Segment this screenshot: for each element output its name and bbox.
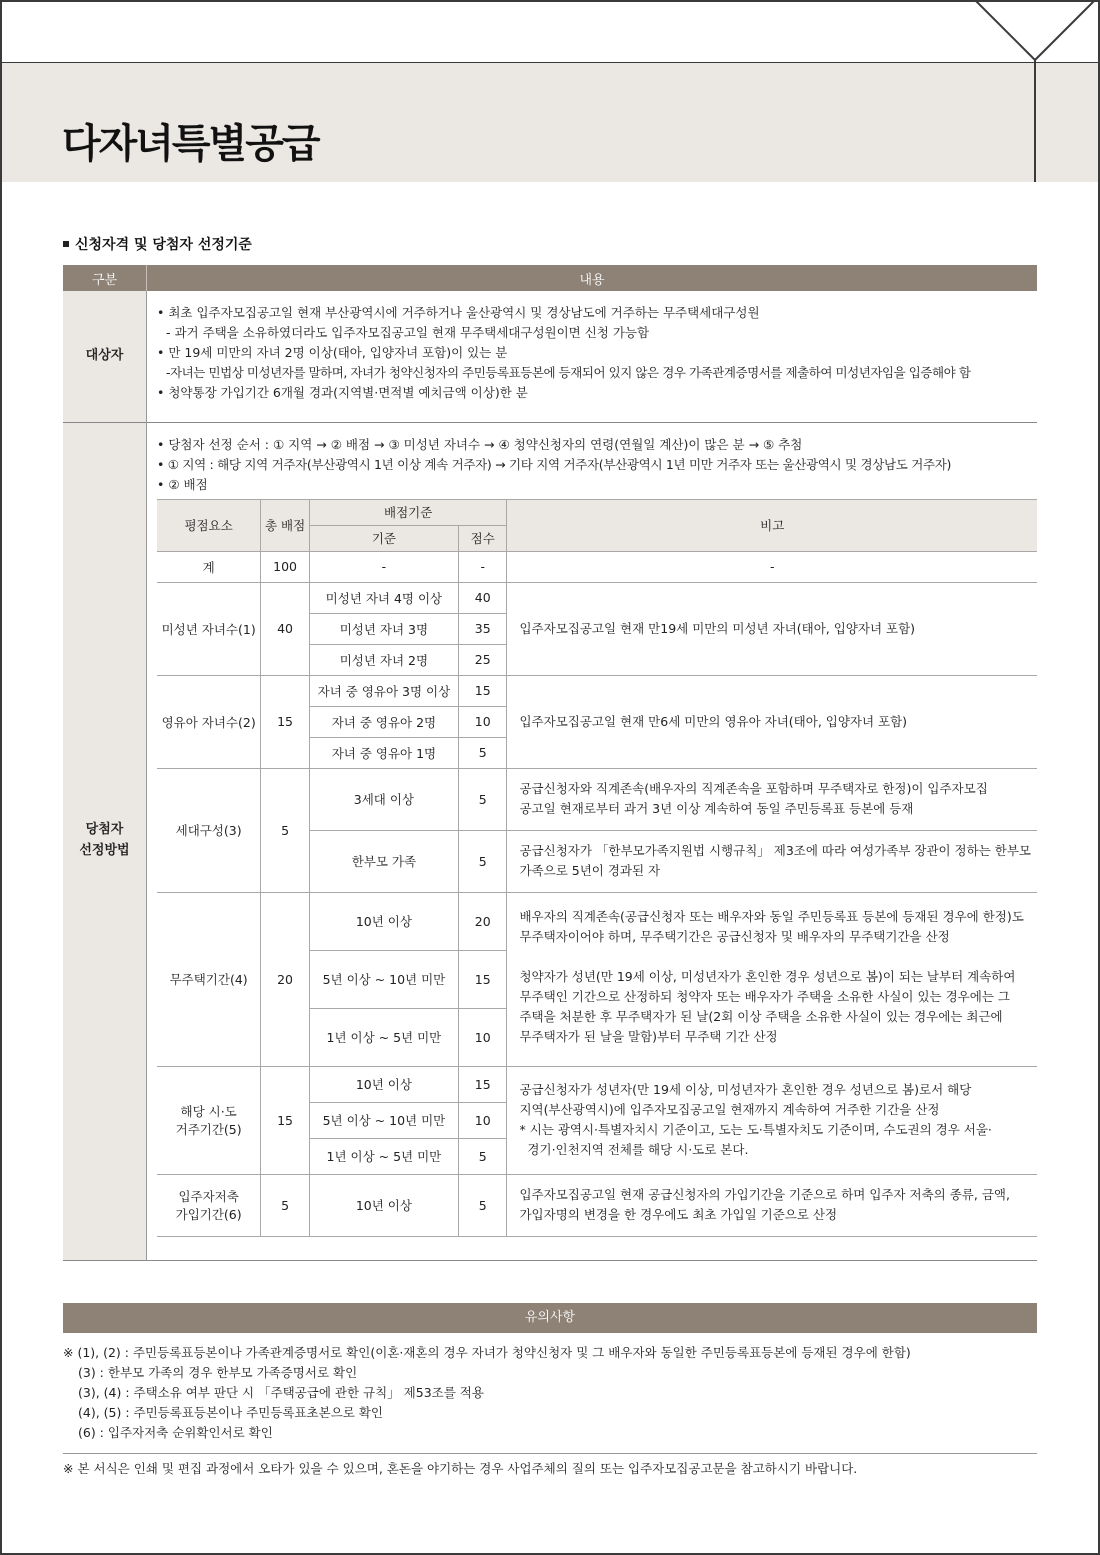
- total-score: 100: [261, 551, 310, 582]
- residence-period-remarks: [507, 1066, 1037, 1174]
- score-table: [157, 499, 1037, 1237]
- remarks-line: 가입자명의 변경을 한 경우에도 최초 가입일 기준으로 산정: [519, 1207, 838, 1222]
- remarks-line: 배우자의 직계존속(공급신청자 또는 배우자와 동일 주민등록표 등본에 등재된 경우에 한정)도: [519, 908, 1024, 924]
- homeless-period-remarks: [507, 892, 1037, 1066]
- target-line: • 만 19세 미만의 자녀 2명 이상(태아, 입양자녀 포함)이 있는 분: [157, 345, 508, 360]
- eligibility-table: [63, 265, 1037, 1261]
- points-cell: 20: [458, 892, 507, 950]
- header-factor: 평점요소: [157, 499, 261, 551]
- minor-children-total: 40: [261, 582, 310, 675]
- corner-decoration: [970, 0, 1100, 64]
- target-line: - 과거 주택을 소유하였더라도 입주자모집공고일 현재 무주택세대구성원이면 신청 가능함: [166, 325, 650, 340]
- criteria-cell: 5년 이상 ~ 10년 미만: [309, 950, 458, 1008]
- factor-line: 거주기간(5): [175, 1122, 242, 1137]
- savings-period-total: 5: [261, 1174, 310, 1236]
- savings-period-remarks: [507, 1174, 1037, 1236]
- selection-row: [63, 422, 1037, 1260]
- remarks-line: 주택을 처분한 후 무주택자가 된 날(2회 이상 주택을 소유한 사실이 있는 경우에는 최근에: [519, 1008, 1003, 1024]
- remarks-line: * 시는 광역시·특별자치시 기준이고, 도는 도·특별자치도 기준이며, 수도권의 경우 서울·: [519, 1122, 992, 1137]
- note-line: (3), (4) : 주택소유 여부 판단 시 「주택공급에 관한 규칙」 제53조를 적용: [78, 1385, 484, 1400]
- points-cell: 25: [458, 644, 507, 675]
- criteria-cell: 1년 이상 ~ 5년 미만: [309, 1008, 458, 1066]
- points-cell: 15: [458, 675, 507, 706]
- target-line: • 청약통장 가입기간 6개월 경과(지역별·면적별 예치금액 이상)한 분: [157, 385, 528, 400]
- table-row: [157, 1174, 1037, 1236]
- points-cell: 15: [458, 1066, 507, 1102]
- points-cell: 10: [458, 1102, 507, 1138]
- table-row: [157, 768, 1037, 830]
- criteria-cell: 자녀 중 영유아 3명 이상: [309, 675, 458, 706]
- page-title: 다자녀특별공급: [62, 121, 319, 167]
- selection-line: • ① 지역 : 해당 지역 거주자(부산광역시 1년 이상 계속 거주자) → 기타 지역 거주자(부산광역시 1년 미만 거주자 또는 울산광역시 및 경상남도 거주자): [157, 456, 952, 472]
- selection-line: • 당첨자 선정 순서 : ① 지역 → ② 배점 → ③ 미성년 자녀수 → ④ 청약신청자의 연령(연월일 계산)이 많은 분 → ⑤ 추첨: [157, 436, 803, 452]
- target-label: 대상자: [63, 291, 147, 422]
- household-factor: 세대구성(3): [157, 768, 261, 892]
- points-cell: 5: [458, 1138, 507, 1174]
- total-points: -: [458, 551, 507, 582]
- caution-notes: [63, 1343, 1037, 1443]
- infant-children-total: 15: [261, 675, 310, 768]
- total-factor: 계: [157, 551, 261, 582]
- table-row: [157, 675, 1037, 706]
- total-remarks: -: [507, 551, 1037, 582]
- header-remarks: 비고: [507, 499, 1037, 551]
- criteria-cell: 10년 이상: [309, 892, 458, 950]
- criteria-cell: 3세대 이상: [309, 768, 458, 830]
- col-header-content: 내용: [147, 265, 1038, 291]
- header-criteria-group: 배점기준: [309, 499, 507, 525]
- note-line: (4), (5) : 주민등록표등본이나 주민등록표초본으로 확인: [78, 1405, 383, 1420]
- remarks-line: 공고일 현재로부터 과거 3년 이상 계속하여 동일 주민등록표 등본에 등재: [519, 801, 914, 816]
- household-remarks: [507, 768, 1037, 830]
- target-content: [147, 291, 1038, 422]
- header-criteria: 기준: [309, 525, 458, 551]
- remarks-line: 가족으로 5년이 경과된 자: [519, 863, 661, 878]
- selection-content: [147, 422, 1038, 1260]
- criteria-cell: 자녀 중 영유아 1명: [309, 737, 458, 768]
- note-line: (6) : 입주자저축 순위확인서로 확인: [78, 1425, 273, 1440]
- remarks-line: 경기·인천지역 전체를 해당 시·도로 본다.: [519, 1142, 749, 1157]
- target-line: -자녀는 민법상 미성년자를 말하며, 자녀가 청약신청자의 주민등록표등본에 등재되어 있지 않은 경우 가족관계증명서를 제출하여 미성년자임을 입증해야 함: [166, 365, 971, 380]
- points-cell: 15: [458, 950, 507, 1008]
- single-parent-remarks: [507, 830, 1037, 892]
- criteria-cell: 미성년 자녀 4명 이상: [309, 582, 458, 613]
- table-row: [157, 551, 1037, 582]
- minor-children-factor: 미성년 자녀수(1): [157, 582, 261, 675]
- criteria-cell: 미성년 자녀 3명: [309, 613, 458, 644]
- factor-line: 해당 시·도: [180, 1104, 237, 1119]
- points-cell: 35: [458, 613, 507, 644]
- minor-children-remarks: 입주자모집공고일 현재 만19세 미만의 미성년 자녀(태아, 입양자녀 포함): [507, 582, 1037, 675]
- remarks-line: 공급신청자가 성년자(만 19세 이상, 미성년자가 혼인한 경우 성년으로 봄)로서 해당: [519, 1082, 972, 1097]
- target-row: [63, 291, 1037, 422]
- section-heading: [63, 234, 252, 254]
- col-header-category: 구분: [63, 265, 147, 291]
- remarks-line: 청약자가 성년(만 19세 이상, 미성년자가 혼인한 경우 성년으로 봄)이 되는 날부터 계속하여: [519, 968, 1016, 984]
- criteria-cell: 1년 이상 ~ 5년 미만: [309, 1138, 458, 1174]
- points-cell: 40: [458, 582, 507, 613]
- savings-period-factor: [157, 1174, 261, 1236]
- remarks-line: 공급신청자가 「한부모가족지원법 시행규칙」 제3조에 따라 여성가족부 장관이 정하는 한부모: [519, 843, 1031, 858]
- selection-line: • ② 배점: [157, 476, 208, 492]
- remarks-line: 무주택자가 된 날을 말함)부터 무주택 기간 산정: [519, 1028, 778, 1044]
- household-total: 5: [261, 768, 310, 892]
- homeless-period-total: 20: [261, 892, 310, 1066]
- selection-label-line1: 당첨자: [85, 822, 124, 838]
- points-cell: 5: [458, 737, 507, 768]
- table-row: [157, 582, 1037, 613]
- table-row: [157, 1066, 1037, 1102]
- criteria-cell: 10년 이상: [309, 1174, 458, 1236]
- criteria-cell: 10년 이상: [309, 1066, 458, 1102]
- section-heading-text: 신청자격 및 당첨자 선정기준: [75, 237, 252, 253]
- criteria-cell: 5년 이상 ~ 10년 미만: [309, 1102, 458, 1138]
- square-bullet-icon: [63, 241, 69, 247]
- remarks-line: 공급신청자와 직계존속(배우자의 직계존속을 포함하며 무주택자로 한정)이 입주자모집: [519, 781, 988, 796]
- remarks-line: 무주택인 기간으로 산정하되 청약자 또는 배우자가 주택을 소유한 사실이 있는 경우에는 그: [519, 988, 1010, 1004]
- selection-label: [63, 422, 147, 1260]
- points-cell: 10: [458, 1008, 507, 1066]
- header-divider-vertical: [1034, 62, 1036, 182]
- header-total: 총 배점: [261, 499, 310, 551]
- criteria-cell: 미성년 자녀 2명: [309, 644, 458, 675]
- points-cell: 10: [458, 706, 507, 737]
- remarks-line: 무주택자이어야 하며, 무주택기간은 공급신청자 및 배우자의 무주택기간을 산정: [519, 928, 950, 944]
- criteria-cell: 자녀 중 영유아 2명: [309, 706, 458, 737]
- header-points: 점수: [458, 525, 507, 551]
- residence-period-total: 15: [261, 1066, 310, 1174]
- target-line: • 최초 입주자모집공고일 현재 부산광역시에 거주하거나 울산광역시 및 경상남도에 거주하는 무주택세대구성원: [157, 305, 760, 320]
- points-cell: 5: [458, 768, 507, 830]
- homeless-period-factor: 무주택기간(4): [157, 892, 261, 1066]
- residence-period-factor: [157, 1066, 261, 1174]
- total-criteria: -: [309, 551, 458, 582]
- remarks-line: 입주자모집공고일 현재 공급신청자의 가입기간을 기준으로 하며 입주자 저축의 종류, 금액,: [519, 1187, 1010, 1202]
- points-cell: 5: [458, 1174, 507, 1236]
- note-line: (3) : 한부모 가족의 경우 한부모 가족증명서로 확인: [78, 1365, 358, 1380]
- remarks-line: 지역(부산광역시)에 입주자모집공고일 현재까지 계속하여 거주한 기간을 산정: [519, 1102, 940, 1117]
- note-line: ※ (1), (2) : 주민등록표등본이나 가족관계증명서로 확인(이혼·재혼의 경우 자녀가 청약신청자 및 그 배우자와 동일한 주민등록표등본에 등재된 경우에 한함): [63, 1345, 911, 1360]
- disclaimer-note: ※ 본 서식은 인쇄 및 편집 과정에서 오타가 있을 수 있으며, 혼돈을 야기하는 경우 사업주체의 질의 또는 입주자모집공고문을 참고하시기 바랍니다.: [63, 1453, 1037, 1479]
- factor-line: 입주자저축: [178, 1189, 239, 1204]
- table-row: [157, 892, 1037, 950]
- caution-title: 유의사항: [63, 1303, 1037, 1333]
- criteria-cell: 한부모 가족: [309, 830, 458, 892]
- selection-label-line2: 선정방법: [79, 843, 130, 858]
- infant-children-factor: 영유아 자녀수(2): [157, 675, 261, 768]
- factor-line: 가입기간(6): [175, 1207, 242, 1222]
- points-cell: 5: [458, 830, 507, 892]
- infant-children-remarks: 입주자모집공고일 현재 만6세 미만의 영유아 자녀(태아, 입양자녀 포함): [507, 675, 1037, 768]
